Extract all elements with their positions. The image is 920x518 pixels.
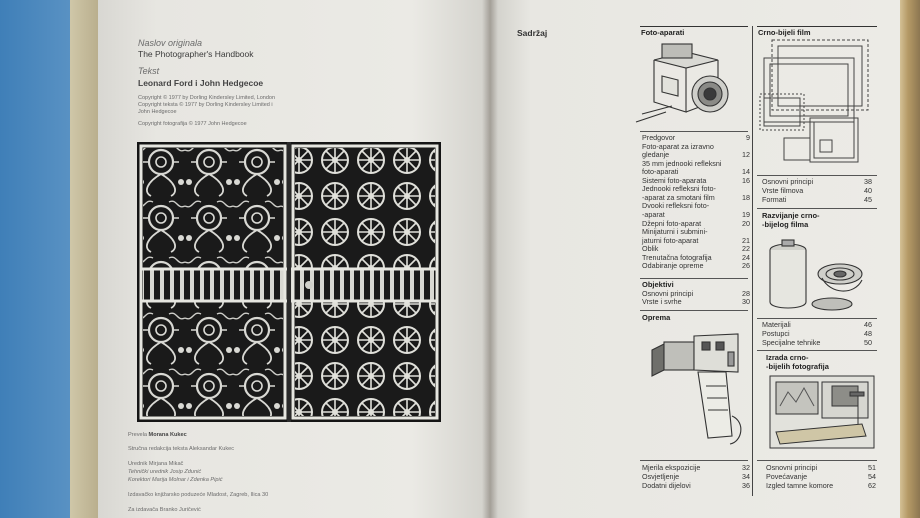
developing-items-rule <box>757 318 877 319</box>
original-title: The Photographer's Handbook <box>138 49 254 59</box>
credit-for-publisher: Za izdavača Branko Juričević <box>128 507 201 513</box>
developing-tank-illustration <box>762 234 872 316</box>
toc-item: gledanje 12 <box>642 150 750 160</box>
lenses-section-title: Objektivi <box>642 280 674 289</box>
copyright-line-2: Copyright teksta © 1977 by Dorling Kindersley Limited i <box>138 102 273 108</box>
credit-translator: Prevela Morana Kukec <box>128 432 187 438</box>
cover-stripe <box>70 0 100 518</box>
book-cover-edge <box>0 0 108 518</box>
toc-item: Predgovor 9 <box>642 133 750 142</box>
film-formats-illustration <box>758 38 874 172</box>
medium-format-camera-illustration <box>632 40 744 130</box>
toc-item: -aparat 19 <box>642 209 750 219</box>
toc-item: Džepni foto-aparat 20 <box>642 218 750 228</box>
credit-publisher: Izdavačko knjižarsko poduzeće Mladost, Zagreb, Ilica 30 <box>128 492 269 498</box>
original-title-label: Naslov originala <box>138 38 203 48</box>
printing-section-title-2: -bijelih fotografija <box>766 362 829 371</box>
col2-top-rule <box>757 26 877 27</box>
toc-item: Izgled tamne komore 62 <box>766 481 876 490</box>
toc-item: 35 mm jednooki refleksni <box>642 158 722 168</box>
developing-section-title-2: -bijelog filma <box>762 220 809 229</box>
toc-item: Povećavanje 54 <box>766 472 876 481</box>
developing-section-title-1: Razvijanje crno- <box>762 211 820 220</box>
toc-item: Osnovni principi 51 <box>766 463 876 472</box>
credit-editor: Urednik Mirjana Mikač <box>128 461 184 467</box>
ornamental-gate-photo <box>137 142 441 422</box>
toc-item: Sistemi foto-aparata 16 <box>642 175 750 185</box>
text-label: Tekst <box>138 66 160 76</box>
toc-item: Postupci 48 <box>762 329 872 338</box>
toc-item: Specijalne tehnike 50 <box>762 338 872 347</box>
toc-item: Jednooki refleksni foto- <box>642 184 716 194</box>
column-separator <box>752 26 753 496</box>
lenses-rule <box>640 278 748 279</box>
toc-item: -aparat za smotani film 18 <box>642 192 750 202</box>
credit-tech-editor: Tehnički urednik Josip Zdunić <box>128 469 202 475</box>
copyright-line-3: John Hedgecoe <box>138 109 177 115</box>
equipment-items-rule <box>640 460 748 461</box>
toc-item: Osnovni principi 38 <box>762 177 872 186</box>
toc-item: Osnovni principi 28 <box>642 289 750 298</box>
printing-section-title-1: Izrada crno- <box>766 353 809 362</box>
col1-title: Foto-aparati <box>641 28 685 37</box>
toc-item: Materijali 46 <box>762 320 872 329</box>
book-gutter <box>482 0 498 518</box>
movie-camera-illustration <box>646 326 746 454</box>
toc-item: Vrste i svrhe 30 <box>642 297 750 306</box>
developing-rule <box>757 208 877 209</box>
toc-item: Foto-aparat za izravno <box>642 141 714 151</box>
printing-rule <box>757 350 877 351</box>
toc-item: Dodatni dijelovi 36 <box>642 481 750 490</box>
toc-item: Osvjetljenje 34 <box>642 472 750 481</box>
copyright-line-1: Copyright © 1977 by Dorling Kindersley Limited, London <box>138 95 276 101</box>
toc-item: Vrste filmova 40 <box>762 186 872 195</box>
credit-proofreaders: Korektori Marija Molnar i Zdenka Pipić <box>128 477 223 483</box>
printing-items-rule <box>757 460 877 461</box>
toc-item: Odabiranje opreme 26 <box>642 261 750 271</box>
toc-item: Oblik 22 <box>642 244 750 254</box>
equipment-section-title: Oprema <box>642 313 671 322</box>
darkroom-enlarger-illustration <box>762 372 878 456</box>
credit-editorial: Stručna redakcija teksta Aleksandar Kukec <box>128 446 235 452</box>
toc-heading: Sadržaj <box>517 28 548 38</box>
col1-top-rule <box>640 26 748 27</box>
col2-rule <box>757 175 877 176</box>
col2-title: Crno-bijeli film <box>758 28 811 37</box>
toc-item: Trenutačna fotografija 24 <box>642 252 750 262</box>
toc-item: foto-aparati 14 <box>642 167 750 177</box>
toc-item: Dvooki refleksni foto- <box>642 201 710 211</box>
toc-item: Mjerila ekspozicije 32 <box>642 463 750 472</box>
equipment-rule <box>640 310 748 311</box>
toc-item: Minijaturni i submini- <box>642 227 708 237</box>
authors: Leonard Ford i John Hedgecoe <box>138 78 264 88</box>
copyright-photo: Copyright fotografija © 1977 John Hedgecoe <box>138 121 247 127</box>
toc-item: Formati 45 <box>762 195 872 204</box>
toc-item: jaturni foto-aparat 21 <box>642 235 750 245</box>
col1-rule <box>640 131 748 132</box>
